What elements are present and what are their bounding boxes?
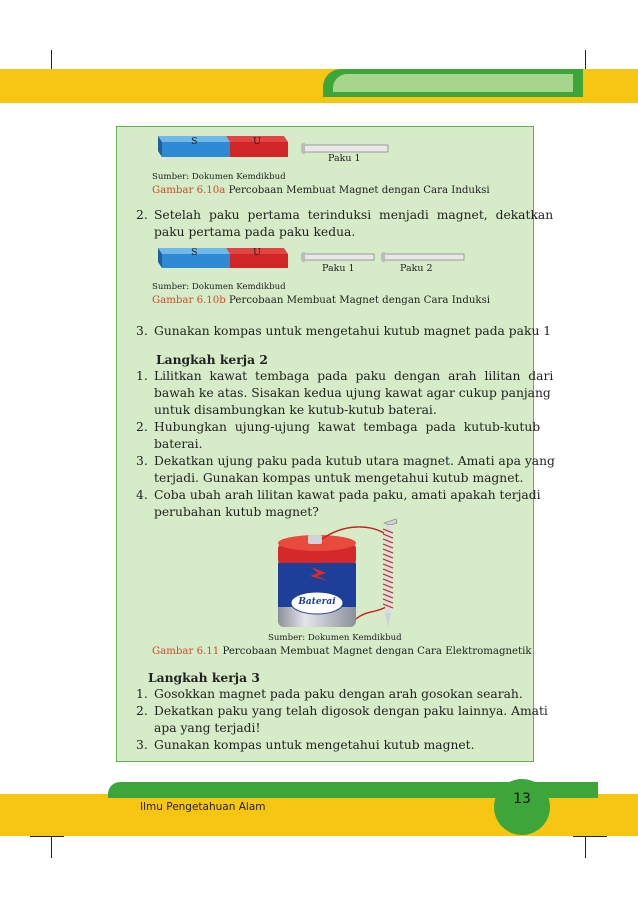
kerja3-item-line: Gosokkan magnet pada paku dengan arah gosokan searah.	[154, 687, 523, 701]
step3-number: 3.	[136, 324, 148, 338]
kerja2-item-line: Dekatkan ujung paku pada kutub utara magnet. Amati apa yang	[154, 454, 555, 468]
kerja2-item-number: 1.	[136, 369, 148, 383]
step2-line: paku pertama pada paku kedua.	[154, 225, 356, 239]
figure-b-caption: Gambar 6.10b Percobaan Membuat Magnet dengan Cara Induksi	[152, 295, 491, 306]
kerja3-item-number: 2.	[136, 704, 148, 718]
kerja2-item-number: 2.	[136, 420, 148, 434]
kerja2-item-number: 4.	[136, 488, 148, 502]
page-number-badge	[494, 779, 550, 835]
kerja3-item-line: Gunakan kompas untuk mengetahui kutub magnet.	[154, 738, 475, 752]
step2-line: Setelah paku pertama terinduksi menjadi magnet, dekatkan	[154, 208, 554, 222]
kerja3-item-number: 1.	[136, 687, 148, 701]
crop-mark	[30, 836, 64, 837]
figure-b-source: Sumber: Dokumen Kemdikbud	[152, 282, 286, 292]
nail-b1-label: Paku 1	[322, 263, 355, 274]
kerja2-item-line: bawah ke atas. Sisakan kedua ujung kawat agar cukup panjang	[154, 386, 551, 400]
figure-c-source: Sumber: Dokumen Kemdikbud	[268, 633, 402, 643]
page-number: 13	[513, 791, 531, 807]
kerja2-item-line: Coba ubah arah lilitan kawat pada paku, amati apakah terjadi	[154, 488, 541, 502]
nail-b2-label: Paku 2	[400, 263, 433, 274]
kerja2-item-line: Hubungkan ujung-ujung kawat tembaga pada kutub-kutub	[154, 420, 541, 434]
kerja2-item-line: perubahan kutub magnet?	[154, 505, 319, 519]
magnet-a-s-label: S	[191, 136, 198, 147]
kerja2-heading: Langkah kerja 2	[156, 352, 268, 367]
kerja2-item-line: baterai.	[154, 437, 203, 451]
kerja3-item-line: Dekatkan paku yang telah digosok dengan paku lainnya. Amati	[154, 704, 548, 718]
step3-line: Gunakan kompas untuk mengetahui kutub magnet pada paku 1	[154, 324, 552, 338]
kerja2-item-number: 3.	[136, 454, 148, 468]
footer-subject: Ilmu Pengetahuan Alam	[140, 801, 266, 813]
magnet-b-s-label: S	[191, 247, 198, 258]
kerja3-heading: Langkah kerja 3	[148, 670, 260, 685]
kerja2-item-line: Lilitkan kawat tembaga pada paku dengan arah lilitan dari	[154, 369, 554, 383]
nail-a-label: Paku 1	[328, 153, 361, 164]
figure-c-caption: Gambar 6.11 Percobaan Membuat Magnet dengan Cara Elektromagnetik	[152, 646, 532, 657]
kerja3-item-line: apa yang terjadi!	[154, 721, 261, 735]
kerja2-item-line: terjadi. Gunakan kompas untuk mengetahui kutub magnet.	[154, 471, 524, 485]
magnet-b-u-label: U	[253, 247, 262, 258]
kerja3-item-number: 3.	[136, 738, 148, 752]
battery-label: Baterai	[298, 597, 336, 607]
figure-a-source: Sumber: Dokumen Kemdikbud	[152, 172, 286, 182]
figure-a-caption: Gambar 6.10a Percobaan Membuat Magnet dengan Cara Induksi	[152, 185, 490, 196]
header-tab-inner	[333, 74, 573, 92]
crop-mark	[573, 836, 607, 837]
magnet-a-u-label: U	[253, 136, 262, 147]
step2-number: 2.	[136, 208, 148, 222]
battery-coil-figure	[270, 515, 410, 635]
kerja2-item-line: untuk disambungkan ke kutub-kutub baterai.	[154, 403, 437, 417]
